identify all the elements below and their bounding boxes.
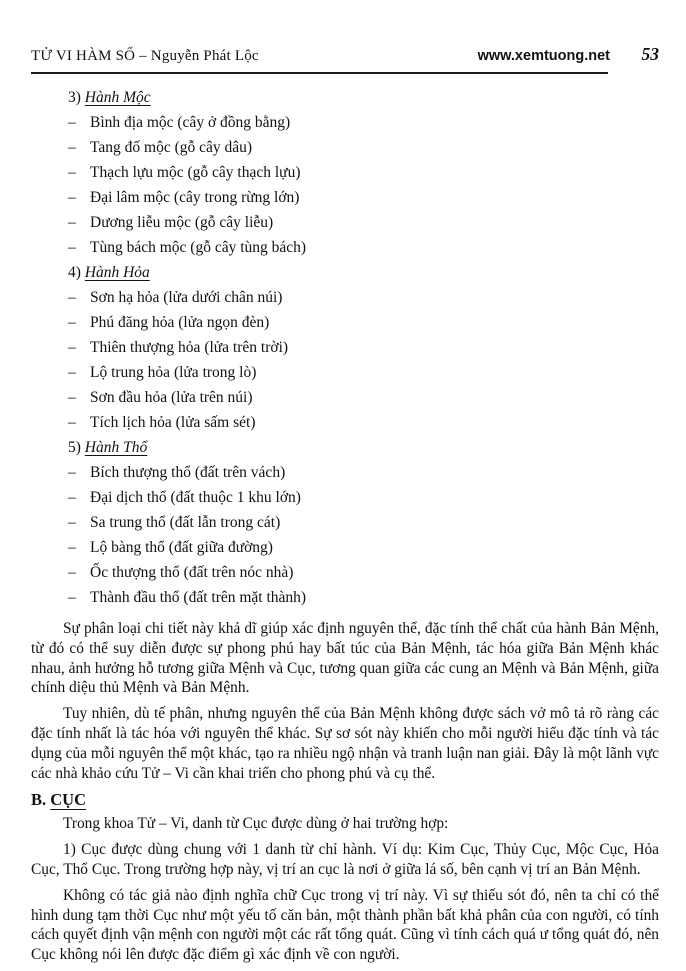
website-watermark: www.xemtuong.net — [477, 48, 610, 64]
paragraph: Trong khoa Tử – Vi, danh từ Cục được dùng ở hai trường hợp: — [63, 815, 449, 833]
list-item — [31, 560, 659, 585]
list-item-text: Thạch lựu mộc (gỗ cây thạch lựu) — [90, 164, 301, 181]
list-item — [31, 535, 659, 560]
dash-marker: – — [68, 239, 76, 256]
section-title: Hành Hỏa — [84, 264, 150, 281]
page-header — [31, 44, 659, 65]
list-item — [31, 385, 659, 410]
section-number: 5) — [68, 439, 81, 456]
list-item — [31, 135, 659, 160]
list-item-text: Tùng bách mộc (gỗ cây tùng bách) — [90, 239, 307, 256]
list-item-text: Sa trung thổ (đất lẫn trong cát) — [90, 514, 281, 531]
list-item — [31, 410, 659, 435]
list-item — [31, 485, 659, 510]
dash-marker: – — [68, 564, 76, 581]
section-heading-moc — [31, 85, 659, 110]
section-title: Hành Thổ — [84, 439, 148, 456]
section-heading-hoa — [31, 260, 659, 285]
dash-marker: – — [68, 189, 76, 206]
paragraph: Không có tác giả nào định nghĩa chữ Cục trong vị trí này. Vì sự thiếu sót đó, nên ta chỉ có thể hình dung tạm thời Cục như một yếu tố căn bản, một thành phần bất khả phân của con người, có tính cách quyết định vận mệnh con người một các rất tổng quát. Cũng vì tính cách quá ư tổng quát đó, nên Cục không nói lên được đặc điểm gì xác định về con người. — [31, 886, 659, 964]
paragraph: Sự phân loại chi tiết này khả dĩ giúp xác định nguyên thể, đặc tính thể chất của hành Bản Mệnh, từ đó có thể suy diễn được sự phong phú hay bất túc của Bản Mệnh, tác hóa giữa Bản Mệnh khác nhau, ảnh hưởng hỗ tương giữa Mệnh và Cục, tương quan giữa các cung an Mệnh và Bản Mệnh, giữa chính diệu thủ Mệnh và Bản Mệnh. — [31, 620, 659, 697]
section-number: 4) — [68, 264, 81, 281]
section-b-label: B. — [31, 790, 47, 810]
list-item-text: Phú đăng hỏa (lửa ngọn đèn) — [90, 314, 270, 331]
list-item-text: Bích thượng thổ (đất trên vách) — [90, 464, 286, 481]
list-item-text: Lộ trung hỏa (lửa trong lò) — [90, 364, 257, 381]
dash-marker: – — [68, 414, 76, 431]
dash-marker: – — [68, 164, 76, 181]
section-heading-tho — [31, 435, 659, 460]
section-b-heading — [31, 789, 659, 811]
dash-marker: – — [68, 139, 76, 156]
list-item — [31, 460, 659, 485]
section-b-title: CỤC — [50, 790, 87, 810]
dash-marker: – — [68, 489, 76, 506]
list-item — [31, 160, 659, 185]
dash-marker: – — [68, 464, 76, 481]
list-item-text: Ốc thượng thổ (đất trên nóc nhà) — [90, 564, 294, 581]
list-item-text: Thiên thượng hỏa (lửa trên trời) — [90, 339, 289, 356]
list-item — [31, 285, 659, 310]
list-item-text: Thành đầu thổ (đất trên mặt thành) — [90, 589, 307, 606]
dash-marker: – — [68, 389, 76, 406]
header-rule-row — [31, 72, 659, 74]
dash-marker: – — [68, 114, 76, 131]
paragraph: 1) Cục được dùng chung với 1 danh từ chỉ hành. Ví dụ: Kim Cục, Thủy Cục, Mộc Cục, Hỏa Cục, Thổ Cục. Trong trường hợp này, vị trí an cục là nơi ở giữa lá số, bên cạnh vị trí an Bản Mệnh. — [31, 841, 659, 878]
dash-marker: – — [68, 289, 76, 306]
list-item-text: Sơn đầu hỏa (lửa trên núi) — [90, 389, 253, 406]
header-rule — [31, 72, 608, 74]
list-item-text: Đại dịch thổ (đất thuộc 1 khu lớn) — [90, 489, 301, 506]
dash-marker: – — [68, 589, 76, 606]
list-item — [31, 510, 659, 535]
section-number: 3) — [68, 89, 81, 106]
paragraph: Tuy nhiên, dù tế phân, nhưng nguyên thể của Bản Mệnh không được sách vở mô tả rõ ràng các đặc tính nhất là tác hóa với nguyên thể khác. Sự sơ sót này khiến cho mỗi người hiểu đặc tính và tác dụng của mỗi nguyên thể một khác, tạo ra nhiều ngộ nhận và tranh luận nan giải. Đây là một lãnh vực các nhà khảo cứu Tử – Vi cần khai triển cho phong phú và cụ thể. — [31, 705, 659, 782]
list-item — [31, 185, 659, 210]
dash-marker: – — [68, 514, 76, 531]
list-item-text: Tang đố mộc (gỗ cây dâu) — [90, 139, 253, 156]
list-item — [31, 110, 659, 135]
list-item-text: Lộ bàng thổ (đất giữa đường) — [90, 539, 273, 556]
dash-marker: – — [68, 214, 76, 231]
section-title: Hành Mộc — [84, 89, 151, 106]
dash-marker: – — [68, 339, 76, 356]
list-item — [31, 235, 659, 260]
list-item — [31, 210, 659, 235]
body-text-block — [31, 619, 659, 965]
list-item-text: Đại lâm mộc (cây trong rừng lớn) — [90, 189, 300, 206]
list-item-text: Dương liễu mộc (gỗ cây liễu) — [90, 214, 274, 231]
book-title: TỬ VI HÀM SỐ – Nguyễn Phát Lộc — [31, 48, 259, 64]
dash-marker: – — [68, 364, 76, 381]
list-item — [31, 585, 659, 610]
list-item-text: Bình địa mộc (cây ở đồng bằng) — [90, 114, 291, 131]
list-item-text: Tích lịch hỏa (lửa sấm sét) — [90, 414, 256, 431]
list-item-text: Sơn hạ hỏa (lửa dưới chân núi) — [90, 289, 283, 306]
page-number: 53 — [641, 44, 659, 64]
list-item — [31, 360, 659, 385]
elements-list-block — [31, 85, 659, 610]
dash-marker: – — [68, 314, 76, 331]
list-item — [31, 310, 659, 335]
dash-marker: – — [68, 539, 76, 556]
list-item — [31, 335, 659, 360]
